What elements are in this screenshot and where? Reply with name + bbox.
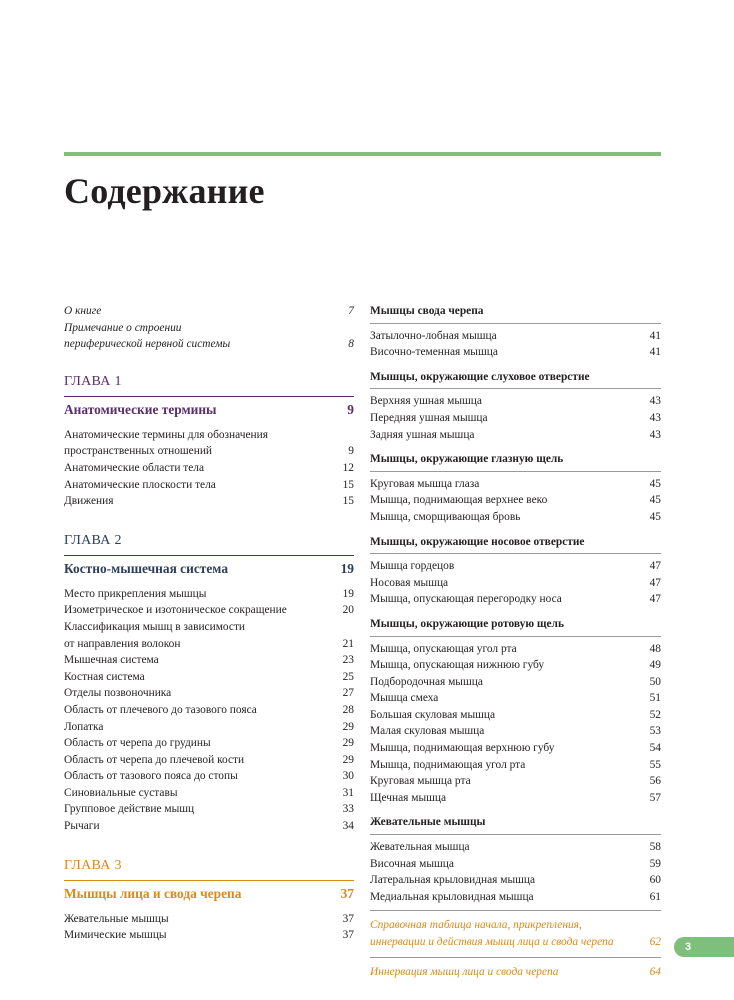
muscle-group xyxy=(370,616,661,807)
chapter-title-row[interactable] xyxy=(64,555,354,578)
toc-entry[interactable]: Круговая мышца глаза 45 xyxy=(370,477,661,490)
chapter-label: ГЛАВА 3 xyxy=(64,857,122,873)
references-divider xyxy=(370,957,661,981)
muscle-group xyxy=(370,369,661,443)
page-title: Содержание xyxy=(64,171,265,211)
toc-entry[interactable]: Жевательные мышцы 37 xyxy=(64,912,354,925)
intro-section xyxy=(64,303,354,353)
toc-entry[interactable]: Мышца, опускающая угол рта 48 xyxy=(370,642,661,655)
toc-entry[interactable]: Анатомические термины для обозначения xyxy=(64,428,268,441)
toc-entry[interactable]: Затылочно-лобная мышца 41 xyxy=(370,329,661,342)
muscle-group xyxy=(370,814,661,905)
toc-entry[interactable]: Область от плечевого до тазового пояса 28 xyxy=(64,703,354,716)
chapter-items xyxy=(64,586,354,835)
group-heading: Мышцы, окружающие глазную щель xyxy=(370,453,564,466)
toc-entry[interactable]: Большая скуловая мышца 52 xyxy=(370,708,661,721)
chapter-page: 19 xyxy=(340,560,354,576)
toc-entry[interactable]: Отделы позвоночника 27 xyxy=(64,687,354,700)
group-items xyxy=(370,388,661,443)
toc-entry[interactable]: Мышца, сморщивающая бровь 45 xyxy=(370,510,661,523)
group-items xyxy=(370,636,661,807)
toc-entry[interactable]: Мышца, опускающая перегородку носа 47 xyxy=(370,593,661,606)
toc-entry-note[interactable]: Примечание о строении xyxy=(64,321,182,334)
toc-entry[interactable]: Костная система 25 xyxy=(64,670,354,683)
group-heading: Жевательные мышцы xyxy=(370,816,486,829)
toc-entry[interactable]: Жевательная мышца 58 xyxy=(370,841,661,854)
toc-entry[interactable]: Медиальная крыловидная мышца 61 xyxy=(370,890,661,903)
toc-entry-reference-table[interactable]: Справочная таблица начала, прикрепления, иннервации и действия мышц лица и свода черепа 62 xyxy=(370,919,661,948)
toc-entry-about[interactable]: О книге 7 xyxy=(64,305,354,317)
chapter-3 xyxy=(64,857,354,944)
group-items xyxy=(370,323,661,361)
group-items xyxy=(370,834,661,905)
chapter-title: Мышцы лица и свода черепа xyxy=(64,885,242,901)
group-items xyxy=(370,471,661,526)
toc-entry[interactable]: Височная мышца 59 xyxy=(370,857,661,870)
toc-entry[interactable]: Задняя ушная мышца 43 xyxy=(370,428,661,441)
toc-entry[interactable]: Верхняя ушная мышца 43 xyxy=(370,395,661,408)
muscle-group xyxy=(370,534,661,608)
toc-entry[interactable]: Передняя ушная мышца 43 xyxy=(370,411,661,424)
toc-entry[interactable]: Подбородочная мышца 50 xyxy=(370,675,661,688)
toc-entry[interactable]: Мышца, поднимающая верхнюю губу 54 xyxy=(370,742,661,755)
top-green-rule xyxy=(64,152,661,156)
toc-entry[interactable]: Рычаги 34 xyxy=(64,820,354,833)
toc-entry[interactable]: пространственных отношений 9 xyxy=(64,445,354,458)
toc-entry[interactable]: Латеральная крыловидная мышца 60 xyxy=(370,874,661,887)
chapter-title: Костно-мышечная система xyxy=(64,560,229,576)
toc-right-column xyxy=(370,303,661,980)
toc-entry[interactable]: Классификация мышц в зависимости xyxy=(64,620,246,633)
chapter-label: ГЛАВА 2 xyxy=(64,532,122,548)
chapter-label: ГЛАВА 1 xyxy=(64,373,122,389)
toc-entry[interactable]: Носовая мышца 47 xyxy=(370,576,661,589)
toc-entry[interactable]: Круговая мышца рта 56 xyxy=(370,775,661,788)
chapter-2 xyxy=(64,532,354,835)
chapter-page: 37 xyxy=(340,885,354,901)
chapter-1 xyxy=(64,373,354,510)
toc-entry[interactable]: Щечная мышца 57 xyxy=(370,791,661,804)
toc-entry-note-cont[interactable]: периферической нервной системы 8 xyxy=(64,338,354,351)
toc-entry[interactable]: Область от черепа до плечевой кости 29 xyxy=(64,753,354,766)
chapter-page: 9 xyxy=(347,401,354,417)
toc-entry[interactable]: Лопатка 29 xyxy=(64,720,354,733)
toc-entry[interactable]: Место прикрепления мышцы 19 xyxy=(64,587,354,600)
toc-entry[interactable]: Мышца смеха 51 xyxy=(370,692,661,705)
toc-entry[interactable]: Анатомические области тела 12 xyxy=(64,461,354,474)
group-items xyxy=(370,553,661,608)
page-number-badge: 3 xyxy=(674,937,734,957)
toc-entry[interactable]: Движения 15 xyxy=(64,495,354,508)
toc-entry[interactable]: от направления волокон 21 xyxy=(64,637,354,650)
chapter-title-row[interactable] xyxy=(64,396,354,419)
chapter-items xyxy=(64,427,354,510)
references-divider xyxy=(370,910,661,950)
toc-entry[interactable]: Мышца, поднимающая верхнее веко 45 xyxy=(370,494,661,507)
toc-entry[interactable]: Мышца гордецов 47 xyxy=(370,560,661,573)
toc-entry[interactable]: Синовиальные суставы 31 xyxy=(64,786,354,799)
group-heading: Мышцы, окружающие ротовую щель xyxy=(370,617,564,630)
toc-left-column xyxy=(64,303,354,944)
toc-entry[interactable]: Мышца, поднимающая угол рта 55 xyxy=(370,758,661,771)
toc-entry[interactable]: Групповое действие мышц 33 xyxy=(64,803,354,816)
chapter-items xyxy=(64,911,354,944)
toc-entry-innervation[interactable]: Иннервация мышц лица и свода черепа 64 xyxy=(370,965,661,978)
toc-entry[interactable]: Мышца, опускающая нижнюю губу 49 xyxy=(370,659,661,672)
toc-entry[interactable]: Область от черепа до грудины 29 xyxy=(64,737,354,750)
toc-entry[interactable]: Малая скуловая мышца 53 xyxy=(370,725,661,738)
toc-entry[interactable]: Изометрическое и изотоническое сокращение 20 xyxy=(64,604,354,617)
toc-entry[interactable]: Мышечная система 23 xyxy=(64,654,354,667)
chapter-title: Анатомические термины xyxy=(64,401,217,417)
chapter-title-row[interactable] xyxy=(64,880,354,903)
toc-entry[interactable]: Область от тазового пояса до стопы 30 xyxy=(64,770,354,783)
group-heading: Мышцы свода черепа xyxy=(370,305,484,317)
muscle-group xyxy=(370,303,661,361)
toc-entry[interactable]: Анатомические плоскости тела 15 xyxy=(64,478,354,491)
toc-entry[interactable]: Мимические мышцы 37 xyxy=(64,929,354,942)
group-heading: Мышцы, окружающие носовое отверстие xyxy=(370,535,585,548)
group-heading: Мышцы, окружающие слуховое отверстие xyxy=(370,370,590,383)
toc-entry[interactable]: Височно-теменная мышца 41 xyxy=(370,346,661,359)
muscle-group xyxy=(370,451,661,525)
